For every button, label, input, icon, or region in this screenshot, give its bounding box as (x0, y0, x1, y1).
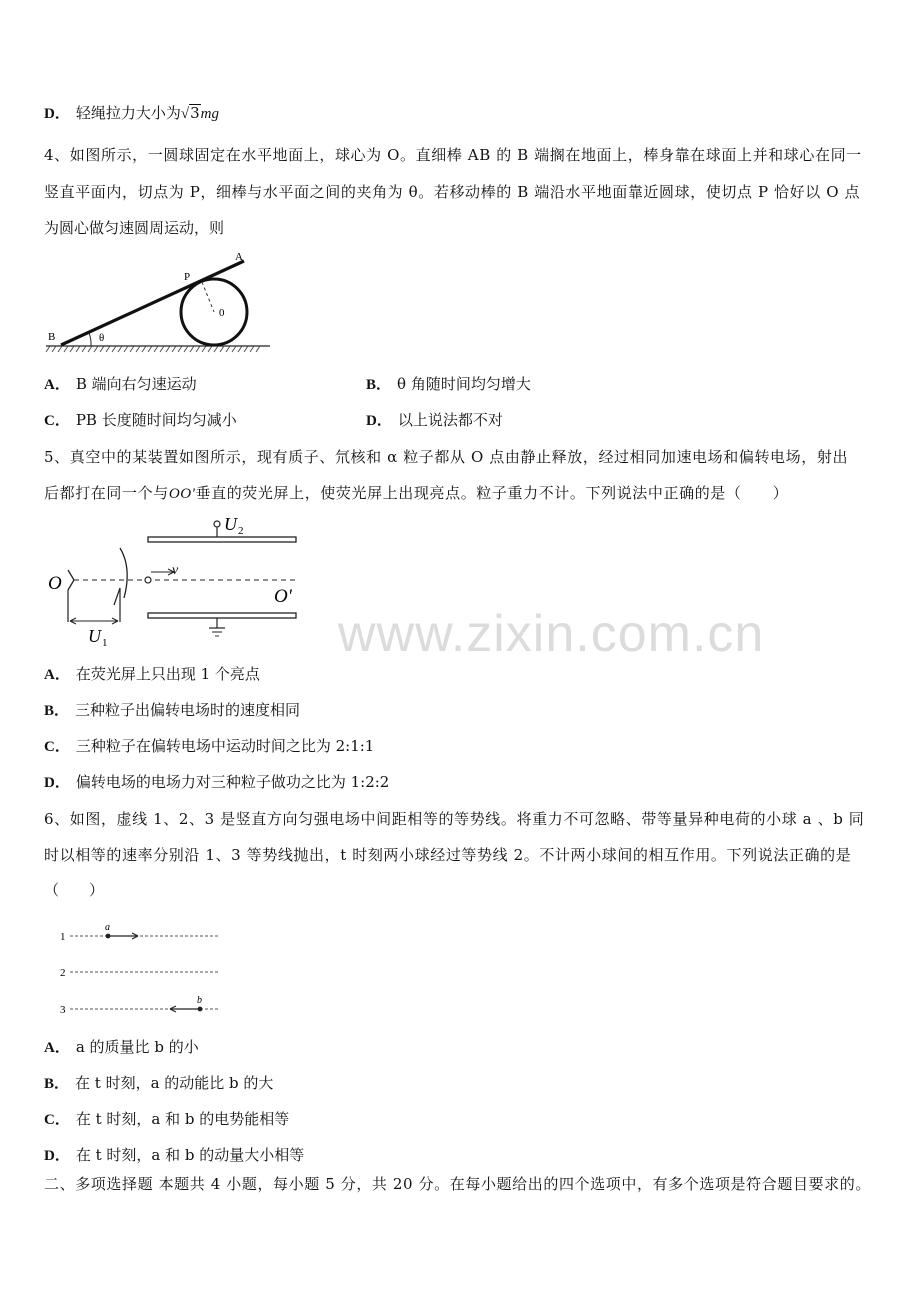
q5-figure (44, 510, 304, 650)
label-p: P (184, 271, 191, 283)
label-u2-sub: 2 (238, 525, 244, 537)
q4-stem-line3: 为圆心做匀速圆周运动，则 (44, 219, 225, 237)
math-oo-prime: OO' (168, 486, 196, 502)
q5-option-c: C． 三种粒子在偏转电场中运动时间之比为 2:1:1 (44, 737, 375, 755)
label-o: 0 (219, 307, 225, 319)
label-u1: U (88, 626, 101, 646)
q4-option-b: B． θ 角随时间均匀增大 (366, 375, 531, 393)
option-text: 轻绳拉力大小为 (75, 104, 181, 122)
q6-option-c: C． 在 t 时刻，a 和 b 的电势能相等 (44, 1110, 290, 1128)
q3-option-d: D． 轻绳拉力大小为√3mg (44, 104, 219, 122)
q6-option-a: A． a 的质量比 b 的小 (44, 1038, 199, 1056)
label-v: v (172, 563, 179, 578)
section2-heading: 二、多项选择题 本题共 4 小题，每小题 5 分，共 20 分。在每小题给出的四个选项中，有多个选项是符合题目要求的。 (44, 1175, 871, 1193)
label-line1: 1 (60, 931, 66, 943)
label-u2: U (224, 514, 237, 534)
q6-stem-line3: （ ） (44, 881, 105, 899)
q4-stem-line1: 4、如图所示，一圆球固定在水平地面上，球心为 O。直细棒 AB 的 B 端搁在地面上，棒身靠在球面上并和球心在同一 (44, 146, 862, 164)
q6-figure (58, 918, 228, 1022)
label-u1-sub: 1 (102, 637, 108, 649)
q5-stem-line2: 后都打在同一个与OO'垂直的荧光屏上，使荧光屏上出现亮点。粒子重力不计。下列说法中正确的是（ ） (44, 484, 789, 502)
q6-stem-line1: 6、如图，虚线 1、2、3 是竖直方向匀强电场中间距相等的等势线。将重力不可忽略、带等量异种电荷的小球 a 、b 同 (44, 810, 865, 828)
q5-stem-line1: 5、真空中的某装置如图所示，现有质子、氘核和 α 粒子都从 O 点由静止释放，经过相同加速电场和偏转电场，射出 (44, 448, 849, 466)
label-line3: 3 (60, 1004, 66, 1016)
q6-option-d: D． 在 t 时刻，a 和 b 的动量大小相等 (44, 1146, 305, 1164)
label-theta: θ (99, 332, 105, 344)
label-line2: 2 (60, 967, 66, 979)
watermark: www.zixin.com.cn (338, 605, 765, 663)
label-o-prime: O' (274, 586, 292, 607)
q4-figure (44, 248, 274, 358)
q4-stem-line2: 竖直平面内，切点为 P，细棒与水平面之间的夹角为 θ。若移动棒的 B 端沿水平地面靠近圆球，使切点 P 恰好以 O 点 (44, 183, 861, 201)
q5-option-b: B． 三种粒子出偏转电场时的速度相同 (44, 701, 301, 719)
q4-option-d: D． 以上说法都不对 (366, 411, 503, 429)
math-sqrt: 3 (190, 104, 200, 122)
q6-stem-line2: 时以相等的速率分别沿 1、3 等势线抛出，t 时刻两小球经过等势线 2。不计两小球间的相互作用。下列说法正确的是 (44, 846, 852, 864)
math-rest: mg (200, 106, 219, 122)
option-label: D． (44, 106, 70, 122)
label-o: O (48, 573, 62, 594)
label-a: a (105, 922, 110, 933)
q5-option-a: A． 在荧光屏上只出现 1 个亮点 (44, 665, 260, 683)
label-a: A (235, 251, 243, 263)
q5-option-d: D． 偏转电场的电场力对三种粒子做功之比为 1:2:2 (44, 773, 390, 791)
q4-option-a: A． B 端向右匀速运动 (44, 375, 197, 393)
q6-option-b: B． 在 t 时刻，a 的动能比 b 的大 (44, 1074, 274, 1092)
q4-option-c: C． PB 长度随时间均匀减小 (44, 411, 237, 429)
label-b: b (197, 995, 202, 1006)
label-b: B (48, 331, 56, 343)
